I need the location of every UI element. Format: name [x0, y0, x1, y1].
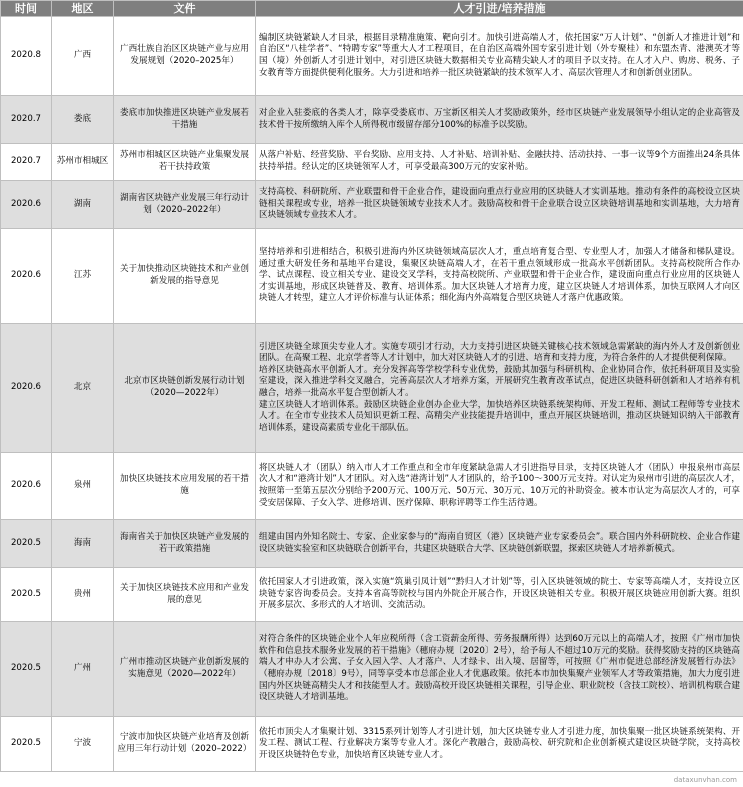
cell-measures [256, 17, 743, 96]
cell-region: 湖南 [52, 181, 114, 229]
cell-document: 广州市推动区块链产业创新发展的实施意见（2020—2022年） [114, 622, 256, 717]
cell-time: 2020.5 [1, 622, 52, 717]
table-row [1, 568, 743, 622]
table-body [1, 17, 743, 772]
cell-time: 2020.5 [1, 568, 52, 622]
cell-measures [256, 622, 743, 717]
cell-document: 北京市区块链创新发展行动计划（2020—2022年） [114, 324, 256, 453]
measure-paragraph: 引进区块链全球顶尖专业人才。实施专项引才行动，大力支持引进区块链关键核心技术领域急需紧缺的海内外人才及创新创业团队。在高聚工程、北京学者等人才计划中，加大对区块链人才的引进、培育和支持力度，为符合条件的人才提供便利保障。 [259, 341, 740, 364]
measure-paragraph: 编制区块链紧缺人才目录，根据目录精准施策、靶向引才。加快引进高端人才，依托国家“万人计划”、“创新人才推进计划”和自治区“八桂学者”、“特聘专家”等重大人才工程项目，在自治区高端外国专家引进计划（外专聚桂）和东盟杰青、港澳英才等国（境）外创新人才引进计划中，对引进区块链大数据相关专业高精尖缺人才的项目予以支持。在人才入户、购房、税务、子女教育等方面提供便利化服务。大力引进和培养一批区块链紧缺的技术领军人才、高层次管理人才和创新创业团队。 [259, 32, 740, 78]
cell-document: 湖南省区块链产业发展三年行动计划（2020–2022年） [114, 181, 256, 229]
measure-paragraph: 建立区块链人才培训体系。鼓励区块链企业创办企业大学，加快培养区块链系统架构师、开发工程师、测试工程师等专业技术人才。在全市专业技术人员知识更新工程、高精尖产业技能提升培训中，重点开展区块链培训，推动区块链知识纳入干部教育培训体系，建设高素质专业化干部队伍。 [259, 399, 740, 433]
header-measures: 人才引进/培养措施 [256, 1, 743, 17]
cell-time: 2020.7 [1, 96, 52, 144]
table-header-row [1, 1, 743, 17]
table-row [1, 17, 743, 96]
cell-region: 宁波 [52, 717, 114, 772]
cell-measures [256, 144, 743, 181]
cell-time: 2020.5 [1, 520, 52, 568]
cell-document: 娄底市加快推进区块链产业发展若干措施 [114, 96, 256, 144]
cell-measures [256, 453, 743, 520]
cell-region: 泉州 [52, 453, 114, 520]
measure-paragraph: 坚持培养和引进相结合，积极引进海内外区块链领域高层次人才，重点培育复合型、专业型人才，加强人才储备和梯队建设。通过重大研发任务和基地平台建设，集聚区块链高端人才，在若干重点领域形成一批高水平创新团队。支持高校院所合作办学、试点课程、设立相关专业、建设交叉学科，支持高校院所、产业联盟和骨干企业合作，建设面向重点行业应用的区块链人才实训基地，形成区块链普及、教育、培训体系。加大区块链人才培育力度，建立区块链人才培训体系，加快互联网人才向区块链人才转型，建立人才评价标准与认证体系；细化海内外高端复合型区块链人才落户优惠政策。 [259, 247, 740, 304]
cell-time: 2020.6 [1, 181, 52, 229]
table-row [1, 96, 743, 144]
table-row [1, 324, 743, 453]
cell-region: 广西 [52, 17, 114, 96]
cell-region: 海南 [52, 520, 114, 568]
header-document: 文件 [114, 1, 256, 17]
cell-document: 关于加快区块链技术应用和产业发展的意见 [114, 568, 256, 622]
cell-region: 苏州市相城区 [52, 144, 114, 181]
measure-paragraph: 对企业入驻娄底的各类人才，除享受娄底市、万宝新区相关人才奖励政策外，经市区块链产业发展领导小组认定的企业高管及技术骨干按所缴纳入库个人所得税市级留存部分100%的标准予以奖励。 [259, 107, 740, 130]
cell-document: 海南省关于加快区块链产业发展的若干政策措施 [114, 520, 256, 568]
cell-region: 北京 [52, 324, 114, 453]
measure-paragraph: 将区块链人才（团队）纳入市人才工作重点和全市年度紧缺急需人才引进指导目录，支持区块链人才（团队）申报泉州市高层次人才和“港湾计划”人才团队。对入选“港湾计划”人才团队的，给予100～300万元支持。对认定为泉州市引进的高层次人才，按照第一至第五层次分别给予200万元、100万元、50万元、30万元、10万元的补助资金。被本市认定为高层次人才的，可享受安居保障、子女入学、进修培训、医疗保障、职称评聘等工作生活待遇。 [259, 462, 740, 508]
cell-time: 2020.7 [1, 144, 52, 181]
cell-measures [256, 96, 743, 144]
cell-document: 加快区块链技术应用发展的若干措施 [114, 453, 256, 520]
measure-paragraph: 依托国家人才引进政策，深入实施“筑巢引凤计划”“黔归人才计划”等，引入区块链领域的院士、专家等高端人才，支持设立区块链专家咨询委员会。支持本省高等院校与国内外院企开展合作，开设区块链相关专业。积极开展区块链应用创新大赛。组织开展多层次、多形式的人才培训、交流活动。 [259, 577, 740, 611]
measure-paragraph: 支持高校、科研院所、产业联盟和骨干企业合作，建设面向重点行业应用的区块链人才实训基地。推动有条件的高校设立区块链相关课程或专业，培养一批区块链领域专业技术人才。鼓励高校和骨干企业联合设立区块链培训基地和实训基地，大力培育区块链领域专业技术人才。 [259, 187, 740, 221]
measure-paragraph: 组建由国内外知名院士、专家、企业家参与的“海南自贸区（港）区块链产业专家委员会”。联合国内外科研院校、企业合作建设区块链实验室和区块链联合创新平台，共建区块链联合大学、区块链创新联盟，探索区块链人才培养新模式。 [259, 531, 740, 554]
table-row [1, 229, 743, 324]
cell-measures [256, 181, 743, 229]
cell-region: 娄底 [52, 96, 114, 144]
measure-paragraph: 培养区块链高水平创新人才。充分发挥高等学校学科专业优势，鼓励其加强与科研机构、企业协同合作，依托科研项目及实验室建设，深入推进学科交叉融合，完善高层次人才培养方案，开展研究生教育改革试点，促进区块链科研创新和人才培养有机融合，培养一批高水平复合型创新人才。 [259, 364, 740, 398]
header-region: 地区 [52, 1, 114, 17]
cell-document: 关于加快推动区块链技术和产业创新发展的指导意见 [114, 229, 256, 324]
cell-time: 2020.6 [1, 453, 52, 520]
cell-document: 苏州市相城区区块链产业集聚发展若干扶持政策 [114, 144, 256, 181]
watermark: dataxunvhan.com [673, 776, 737, 784]
measure-paragraph: 对符合条件的区块链企业个人年应税所得（含工资薪金所得、劳务报酬所得）达到60万元以上的高端人才，按照《广州市加快软件和信息技术服务业发展的若干措施》（穗府办规〔2020〕2号），给予每人不超过10万元的奖励。获得奖励支持的区块链高端人才申办人才公寓、子女入园入学、人才落户、人才绿卡、出入境、居留等，可按照《广州市促进总部经济发展暂行办法》（穗府办规〔2018〕9号），同等享受本市总部企业人才优惠政策。依托本市加快集聚产业领军人才等政策措施，加大力度引进国内外区块链高精尖人才和技能型人才。鼓励高校开设区块链相关课程，引导企业、职业院校（含技工院校）、培训机构联合建设区块链人才培训基地。 [259, 634, 740, 703]
cell-time: 2020.5 [1, 717, 52, 772]
cell-document: 广西壮族自治区区块链产业与应用发展规划（2020–2025年） [114, 17, 256, 96]
cell-measures [256, 520, 743, 568]
table-row [1, 453, 743, 520]
cell-time: 2020.6 [1, 229, 52, 324]
cell-time: 2020.6 [1, 324, 52, 453]
table-row [1, 622, 743, 717]
cell-measures [256, 717, 743, 772]
table-row [1, 520, 743, 568]
table-row [1, 717, 743, 772]
cell-document: 宁波市加快区块链产业培育及创新应用三年行动计划（2020–2022） [114, 717, 256, 772]
measure-paragraph: 从落户补贴、经营奖励、平台奖励、应用支持、人才补贴、培训补贴、金融扶持、活动扶持、一事一议等9个方面推出24条具体扶持举措。经认定的区块链领军人才，可享受最高300万元的安家补贴。 [259, 150, 740, 172]
cell-measures [256, 568, 743, 622]
cell-region: 江苏 [52, 229, 114, 324]
cell-region: 广州 [52, 622, 114, 717]
cell-measures [256, 229, 743, 324]
cell-region: 贵州 [52, 568, 114, 622]
header-time: 时间 [1, 1, 52, 17]
table-row [1, 181, 743, 229]
measure-paragraph: 依托市顶尖人才集聚计划、3315系列计划等人才引进计划，加大区块链专业人才引进力度，加快集聚一批区块链系统架构、开发工程、测试工程、行业解决方案等专业人才。深化产教融合，鼓励高校、研究院和企业创新模式建设区块链学院，支持高校开设区块链特色专业，加快培育区块链专业人才。 [259, 726, 740, 760]
cell-measures [256, 324, 743, 453]
table-row [1, 144, 743, 181]
cell-time: 2020.8 [1, 17, 52, 96]
